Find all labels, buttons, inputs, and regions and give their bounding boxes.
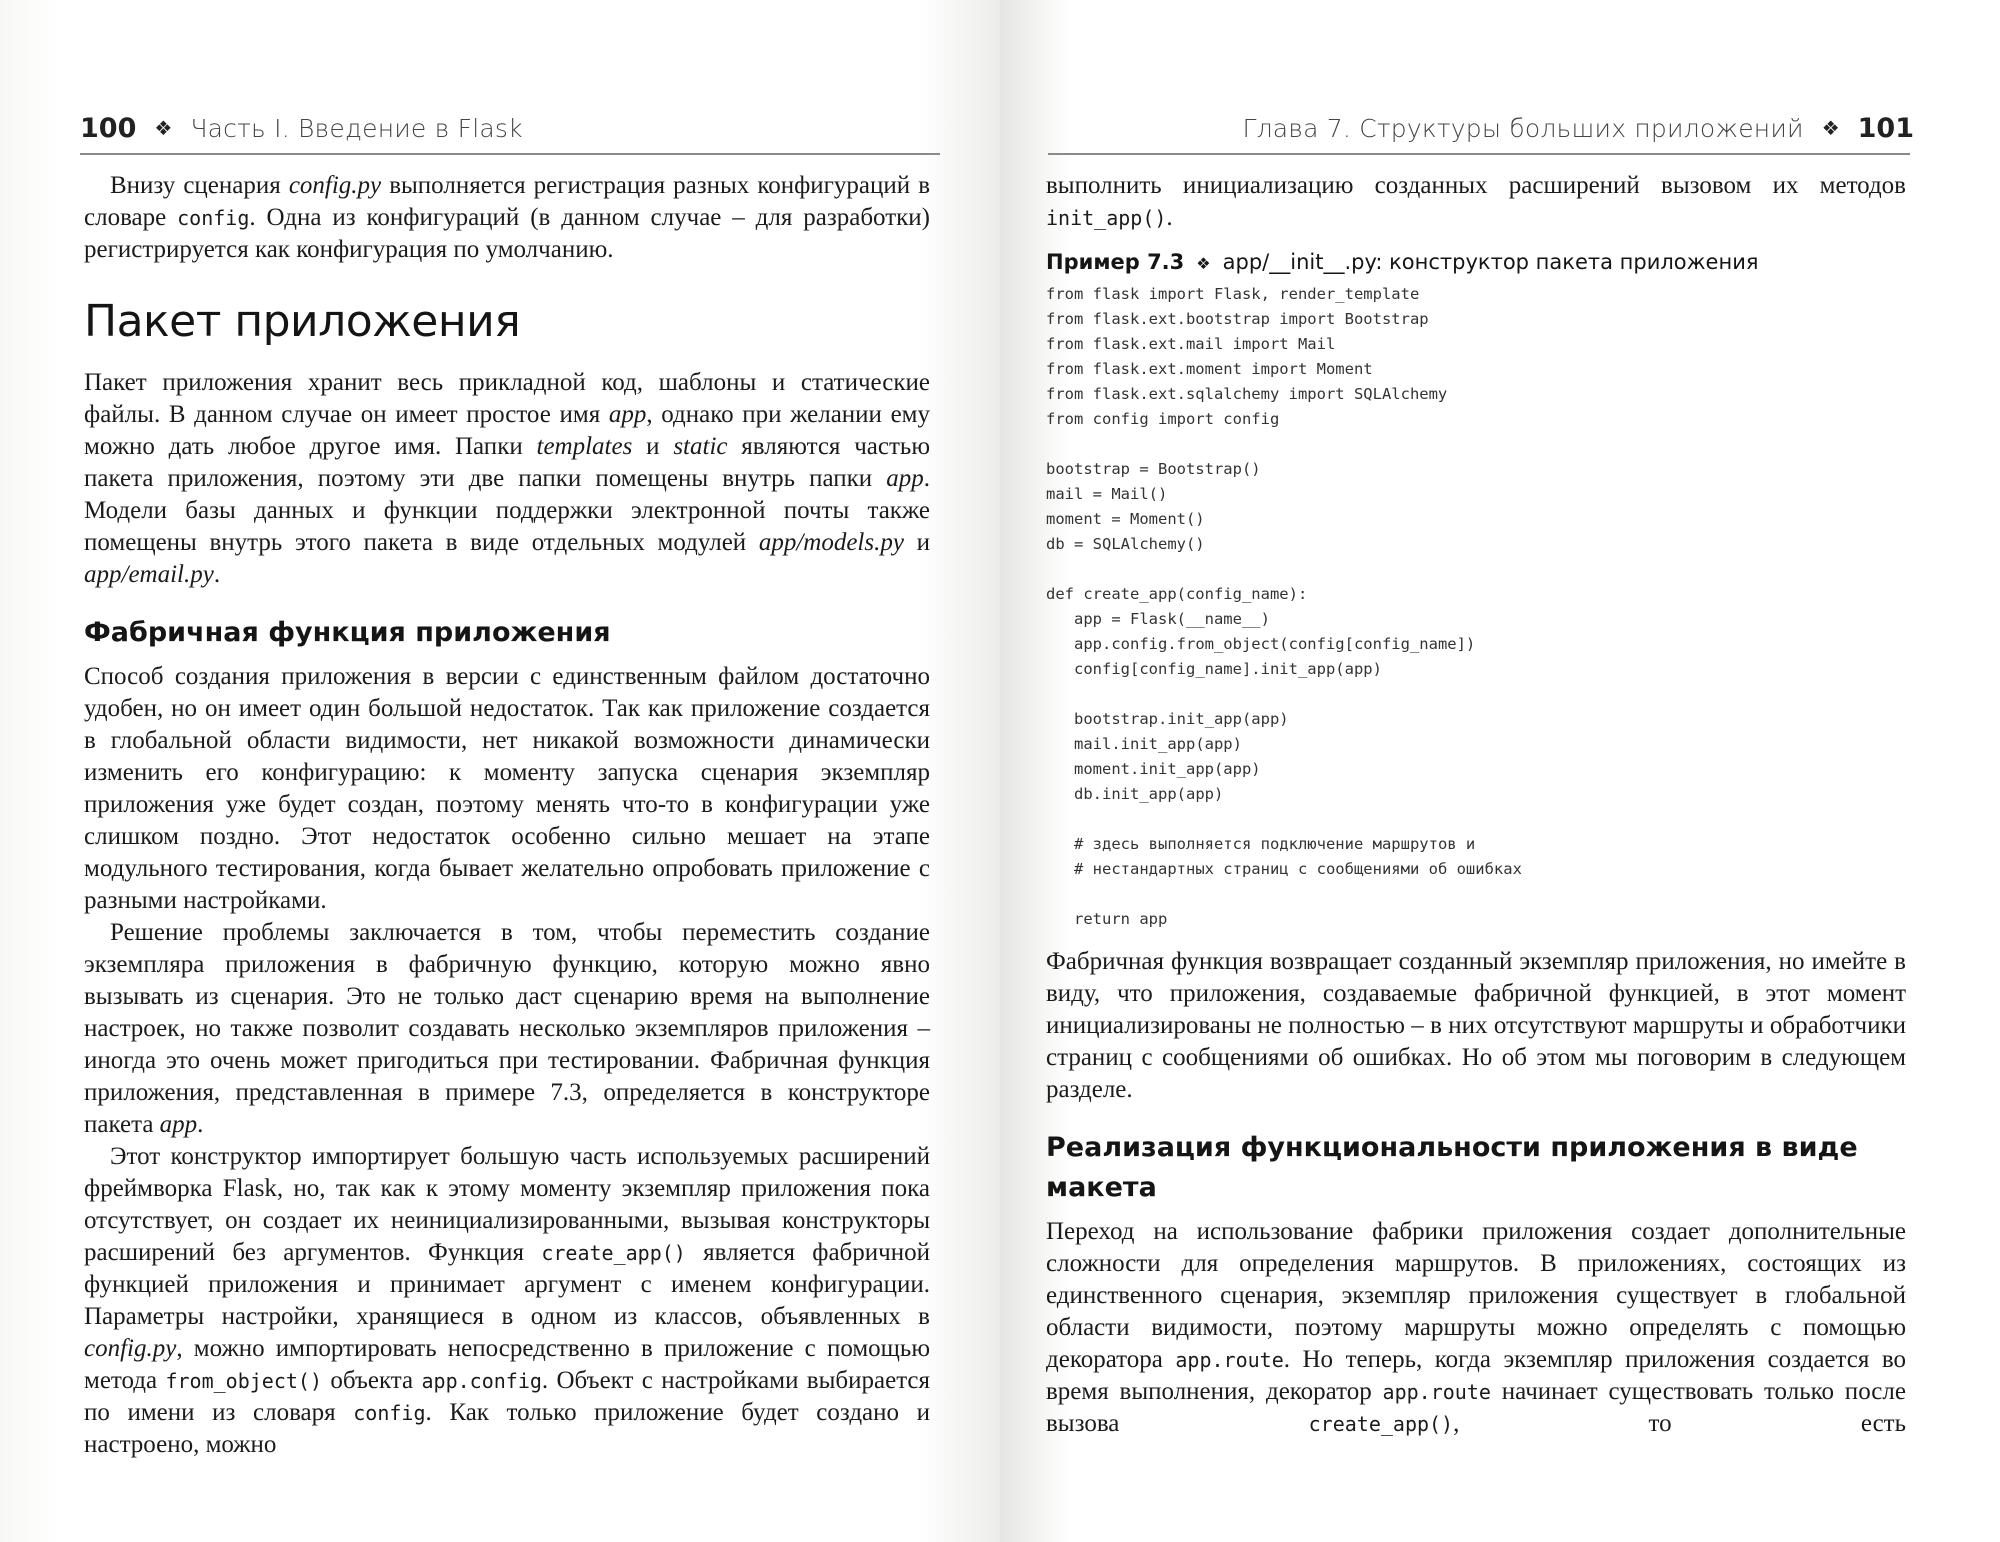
code-line: from flask.ext.mail import Mail bbox=[1046, 335, 1336, 353]
diamond-ornament-icon: ❖ bbox=[1821, 116, 1840, 140]
left-header-rule bbox=[80, 153, 940, 155]
diamond-ornament-icon: ❖ bbox=[154, 116, 173, 140]
code-blank-line bbox=[1046, 807, 1906, 832]
blueprint-paragraph: Переход на использование фабрики приложения создает дополнительные сложности для определения маршрутов. В приложениях, состоящих из единственного сценария, экземпляр приложения существует в глобальной области видимости, поэтому маршруты можно определять с помощью декоратора app.route. Но теперь, когда экземпляр приложения создается во время выполнения, декоратор app.route начинает существовать только после вызова create_app(), то есть bbox=[1046, 1218, 1906, 1437]
left-page-number: 100 bbox=[80, 112, 137, 144]
left-running-title: Часть I. Введение в Flask bbox=[190, 113, 523, 143]
diamond-ornament-icon: ❖ bbox=[1196, 254, 1211, 273]
right-page bbox=[1000, 0, 2000, 1542]
example-label: Пример 7.3 bbox=[1046, 250, 1185, 274]
factory-paragraph-1: Способ создания приложения в версии с единственным файлом достаточно удобен, но он имеет один большой недостаток. Так как приложение создается в глобальной области видимости, нет никакой возможности динамически изменить его конфигурацию: к моменту запуска сценария экземпляр приложения уже будет создан, поэтому менять что-то в конфигурации уже слишком поздно. Этот недостаток особенно сильно мешает на этапе модульного тестирования, когда бывает желательно опробовать приложение с разными настройками. bbox=[84, 663, 930, 914]
code-blank-line bbox=[1046, 882, 1906, 907]
section-title: Пакет приложения bbox=[84, 296, 521, 347]
code-line: config[config_name].init_app(app) bbox=[1074, 660, 1382, 678]
right-page-number: 101 bbox=[1857, 112, 1914, 144]
code-line: moment.init_app(app) bbox=[1074, 760, 1261, 778]
code-blank-line bbox=[1046, 682, 1906, 707]
code-line: app = Flask(__name__) bbox=[1074, 610, 1270, 628]
code-line: mail.init_app(app) bbox=[1074, 735, 1242, 753]
blueprint-subsection-title: Реализация функциональности приложения в виде макета bbox=[1046, 1132, 1858, 1203]
code-line: from flask.ext.bootstrap import Bootstrap bbox=[1046, 310, 1429, 328]
right-running-head bbox=[1242, 108, 1914, 148]
package-paragraph: Пакет приложения хранит весь прикладной код, шаблоны и статические файлы. В данном случае он имеет простое имя app, однако при желании ему можно дать любое другое имя. Папки templates и static являются частью пакета приложения, поэтому эти две папки помещены внутрь папки app. Модели базы данных и функции поддержки электронной почты также помещены внутрь этого пакета в виде отдельных модулей app/models.py и app/email.py. bbox=[84, 369, 930, 588]
example-title: app/__init__.py: конструктор пакета приложения bbox=[1222, 250, 1759, 274]
code-line: mail = Mail() bbox=[1046, 485, 1168, 503]
intro-paragraph: Внизу сценария config.py выполняется регистрация разных конфигураций в словаре config. Одна из конфигураций (в данном случае – для разработки) регистрируется как конфигурация по умолчанию. bbox=[84, 172, 930, 263]
code-blank-line bbox=[1046, 432, 1906, 457]
after-code-paragraph: Фабричная функция возвращает созданный экземпляр приложения, но имейте в виду, что приложения, создаваемые фабричной функцией, в этот момент инициализированы не полностью – в них отсутствуют маршруты и обработчики страниц с сообщениями об ошибках. Но об этом мы поговорим в следующем разделе. bbox=[1046, 948, 1906, 1103]
code-line: return app bbox=[1074, 910, 1168, 928]
right-header-rule bbox=[1048, 153, 1910, 155]
code-listing bbox=[1046, 282, 1906, 932]
code-line: from config import config bbox=[1046, 410, 1280, 428]
code-line: from flask import Flask, render_template bbox=[1046, 285, 1420, 303]
top-paragraph: выполнить инициализацию созданных расширений вызовом их методов init_app(). bbox=[1046, 172, 1906, 231]
code-line: bootstrap = Bootstrap() bbox=[1046, 460, 1261, 478]
factory-paragraph-3: Этот конструктор импортирует большую часть используемых расширений фреймворка Flask, но, так как к этому моменту экземпляр приложения пока отсутствует, он создает их неинициализированными, вызывая конструкторы расширений без аргументов. Функция create_app() является фабричной функцией приложения и принимает аргумент с именем конфигурации. Параметры настройки, хранящиеся в одном из классов, объявленных в config.py, можно импортировать непосредственно в приложение с помощью метода from_object() объекта app.config. Объект с настройками выбирается по имени из словаря config. Как только приложение будет создано и настроено, можно bbox=[84, 1143, 931, 1458]
left-running-head bbox=[80, 108, 523, 148]
code-line: db = SQLAlchemy() bbox=[1046, 535, 1205, 553]
factory-paragraph-2: Решение проблемы заключается в том, чтобы переместить создание экземпляра приложения в фабричную функцию, которую можно явно вызывать из сценария. Это не только даст сценарию время на выполнение настроек, но также позволит создавать несколько экземпляров приложения – иногда это очень может пригодиться при тестировании. Фабричная функция приложения, представленная в примере 7.3, определяется в конструкторе пакета app. bbox=[84, 919, 930, 1138]
code-comment-line: # здесь выполняется подключение маршрутов и bbox=[1074, 835, 1476, 853]
code-line: bootstrap.init_app(app) bbox=[1074, 710, 1289, 728]
left-text-column bbox=[84, 170, 930, 1461]
code-line: app.config.from_object(config[config_name]) bbox=[1074, 635, 1476, 653]
code-blank-line bbox=[1046, 557, 1906, 582]
code-line: def create_app(config_name): bbox=[1046, 585, 1308, 603]
code-comment-line: # нестандартных страниц с сообщениями об ошибках bbox=[1074, 860, 1522, 878]
code-line: from flask.ext.sqlalchemy import SQLAlchemy bbox=[1046, 385, 1448, 403]
right-text-column bbox=[1046, 170, 1906, 1440]
code-line: moment = Moment() bbox=[1046, 510, 1205, 528]
code-line: from flask.ext.moment import Moment bbox=[1046, 360, 1373, 378]
right-running-title: Глава 7. Структуры больших приложений bbox=[1242, 113, 1804, 143]
factory-subsection-title: Фабричная функция приложения bbox=[84, 617, 611, 648]
example-caption bbox=[1046, 250, 1906, 274]
code-line: db.init_app(app) bbox=[1074, 785, 1224, 803]
